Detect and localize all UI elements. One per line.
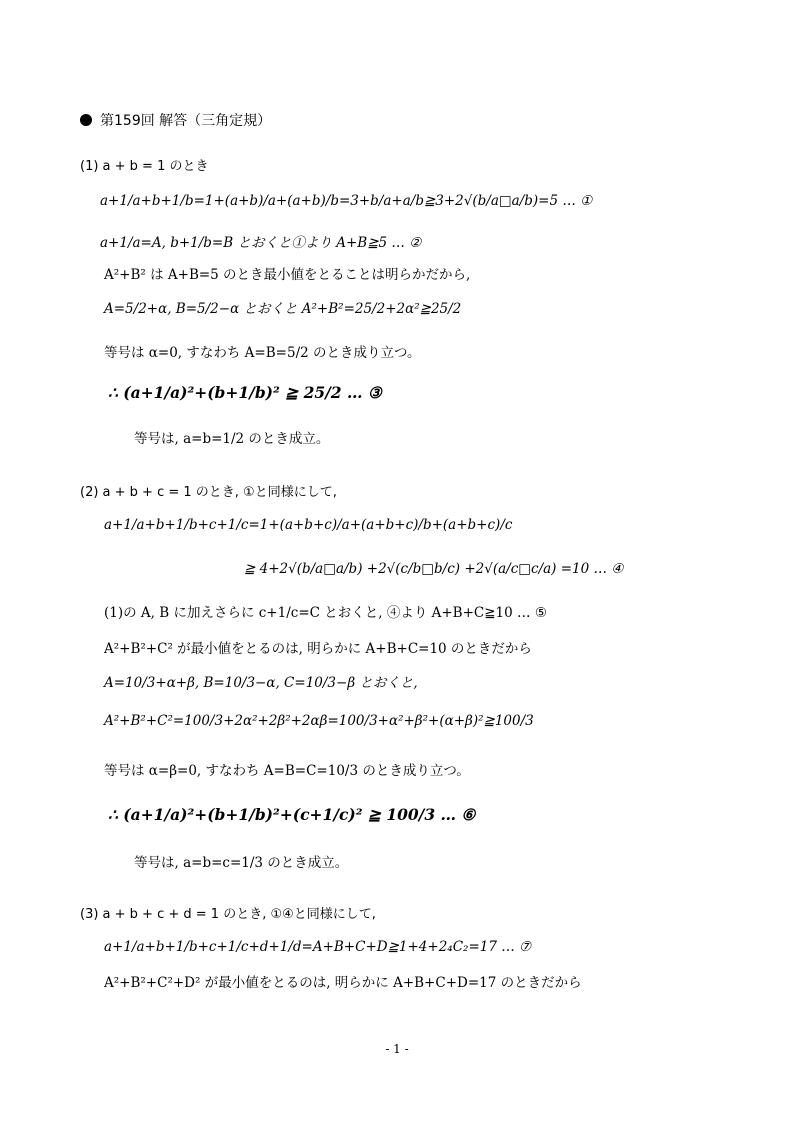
page-title [80, 112, 271, 130]
part1-equality: 等号は, a=b=1/2 のとき成立。 [134, 431, 330, 447]
part1-line1: a+1/a+b+1/b=1+(a+b)/a+(a+b)/b=3+b/a+a/b≧3+2√(b/a□a/b)=5 … ① [100, 193, 593, 209]
part2-line2: ≧ 4+2√(b/a□a/b) +2√(c/b□b/c) +2√(a/c□c/a) =10 … ④ [244, 561, 624, 577]
bullet-icon [80, 114, 92, 126]
part1-heading: (1) a + b = 1 のとき [80, 159, 209, 174]
part2-heading: (2) a + b + c = 1 のとき, ①と同様にして, [80, 485, 337, 500]
part3-line1: a+1/a+b+1/b+c+1/c+d+1/d=A+B+C+D≧1+4+2₄C₂=17 … ⑦ [104, 939, 532, 955]
part2-line4: A²+B²+C² が最小値をとるのは, 明らかに A+B+C=10 のときだから [104, 641, 532, 657]
part2-line1: a+1/a+b+1/b+c+1/c=1+(a+b+c)/a+(a+b+c)/b+(a+b+c)/c [104, 517, 513, 533]
part2-line5: A=10/3+α+β, B=10/3−α, C=10/3−β とおくと, [104, 675, 418, 691]
part1-line4: A=5/2+α, B=5/2−α とおくと A²+B²=25/2+2α²≧25/2 [104, 301, 462, 317]
title-text: 第159回 解答（三角定規） [100, 113, 272, 129]
part3-line2: A²+B²+C²+D² が最小値をとるのは, 明らかに A+B+C+D=17 のときだから [104, 975, 582, 991]
part1-conclusion: ∴ (a+1/a)²+(b+1/b)² ≧ 25/2 … ③ [108, 383, 382, 402]
part1-line3: A²+B² は A+B=5 のとき最小値をとることは明らかだから, [104, 267, 471, 283]
part1-line2: a+1/a=A, b+1/b=B とおくと①より A+B≧5 … ② [100, 235, 422, 251]
part2-line7: 等号は α=β=0, すなわち A=B=C=10/3 のとき成り立つ。 [104, 763, 470, 779]
part2-conclusion: ∴ (a+1/a)²+(b+1/b)²+(c+1/c)² ≧ 100/3 … ⑥ [108, 805, 476, 824]
part2-equality: 等号は, a=b=c=1/3 のとき成立。 [134, 855, 349, 871]
page-number: - 1 - [385, 1042, 409, 1056]
part2-line6: A²+B²+C²=100/3+2α²+2β²+2αβ=100/3+α²+β²+(α+β)²≧100/3 [104, 713, 534, 729]
part1-line5: 等号は α=0, すなわち A=B=5/2 のとき成り立つ。 [104, 345, 421, 361]
part2-line3: (1)の A, B に加えさらに c+1/c=C とおくと, ④より A+B+C≧10 … ⑤ [104, 605, 547, 621]
part3-heading: (3) a + b + c + d = 1 のとき, ①④と同様にして, [80, 907, 376, 922]
